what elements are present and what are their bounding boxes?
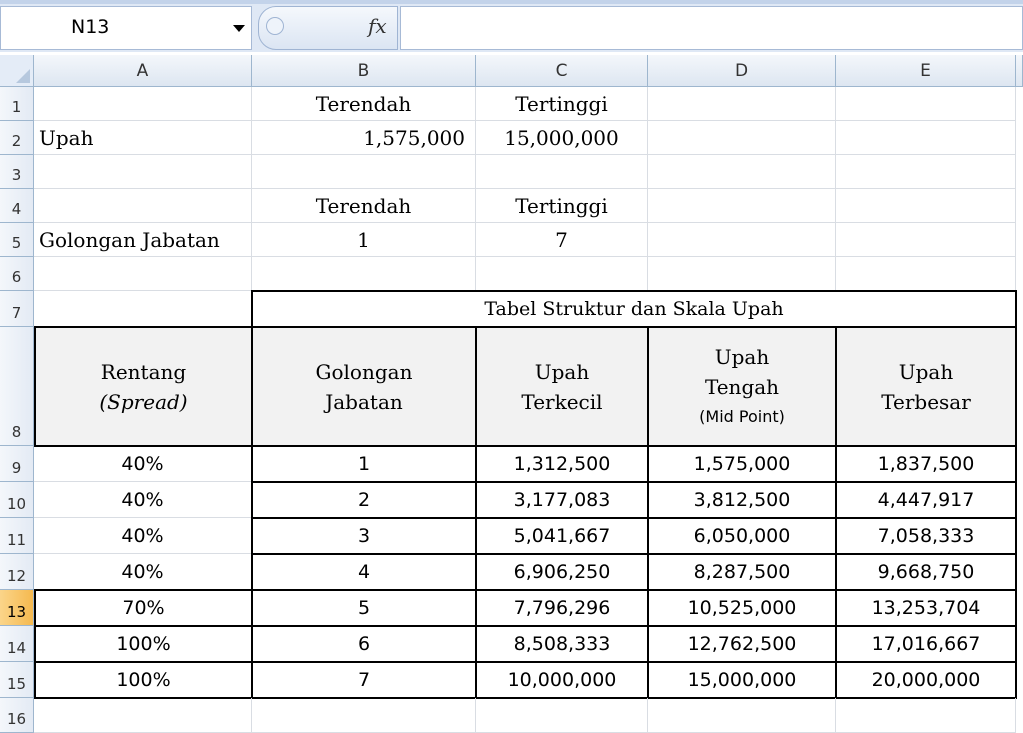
cell-a6[interactable] [34, 257, 252, 291]
table-row-3-terbesar[interactable]: 7,058,333 [835, 517, 1017, 555]
cell-a16[interactable] [34, 698, 252, 733]
cell-c5[interactable]: 7 [476, 223, 648, 257]
table-row-6-terbesar[interactable]: 17,016,667 [835, 625, 1017, 663]
row-header-12[interactable]: 12 [0, 554, 34, 590]
cell-c3[interactable] [476, 155, 648, 189]
cell-a7[interactable] [34, 291, 252, 327]
header-rentang-line1: Rentang [100, 359, 187, 384]
cell-d2[interactable] [648, 121, 836, 155]
header-terkecil-line2: Terkecil [521, 389, 603, 414]
row-header-5[interactable]: 5 [0, 223, 34, 257]
worksheet-grid [0, 55, 1023, 733]
row-header-15[interactable]: 15 [0, 662, 34, 698]
header-tengah-line2: Tengah [704, 374, 780, 399]
table-row-2-tengah[interactable]: 3,812,500 [647, 481, 837, 519]
cell-d6[interactable] [648, 257, 836, 291]
formula-controls [258, 6, 400, 50]
cell-e3[interactable] [836, 155, 1016, 189]
table-row-7-golongan[interactable]: 7 [251, 661, 477, 699]
table-row-2-golongan[interactable]: 2 [251, 481, 477, 519]
header-terkecil[interactable] [475, 326, 649, 447]
cell-e6[interactable] [836, 257, 1016, 291]
cell-e5[interactable] [836, 223, 1016, 257]
cell-e16[interactable] [836, 698, 1016, 733]
cell-a1[interactable] [34, 87, 252, 121]
formula-input[interactable] [400, 6, 1023, 50]
row-header-4[interactable]: 4 [0, 189, 34, 223]
table-row-7-spread[interactable]: 100% [34, 661, 253, 699]
cell-a3[interactable] [34, 155, 252, 189]
table-row-6-terkecil[interactable]: 8,508,333 [475, 625, 649, 663]
table-row-5-spread[interactable]: 70% [34, 589, 253, 627]
table-row-1-golongan[interactable]: 1 [251, 445, 477, 483]
table-row-4-spread[interactable]: 40% [34, 554, 252, 590]
cell-c4[interactable]: Tertinggi [476, 189, 648, 223]
table-row-5-terbesar[interactable]: 13,253,704 [835, 589, 1017, 627]
table-row-6-spread[interactable]: 100% [34, 625, 253, 663]
name-box-value: N13 [71, 16, 110, 38]
row-header-10[interactable]: 10 [0, 482, 34, 518]
cell-b2[interactable]: 1,575,000 [252, 121, 476, 155]
row-header-13[interactable]: 13 [0, 590, 34, 626]
cell-a4[interactable] [34, 189, 252, 223]
cell-b6[interactable] [252, 257, 476, 291]
table-row-3-spread[interactable]: 40% [34, 518, 252, 554]
cell-b5[interactable]: 1 [252, 223, 476, 257]
column-header-e[interactable]: E [836, 55, 1016, 87]
cell-e4[interactable] [836, 189, 1016, 223]
cell-e2[interactable] [836, 121, 1016, 155]
column-header-d[interactable]: D [648, 55, 836, 87]
table-row-7-terbesar[interactable]: 20,000,000 [835, 661, 1017, 699]
table-row-7-tengah[interactable]: 15,000,000 [647, 661, 837, 699]
header-golongan-line2: Jabatan [325, 389, 403, 414]
cell-b4[interactable]: Terendah [252, 189, 476, 223]
cell-b1[interactable]: Terendah [252, 87, 476, 121]
column-header-b[interactable]: B [252, 55, 476, 87]
header-terbesar-line1: Upah [898, 359, 954, 384]
cell-d5[interactable] [648, 223, 836, 257]
table-row-5-terkecil[interactable]: 7,796,296 [475, 589, 649, 627]
header-tengah[interactable] [647, 326, 837, 447]
table-row-4-tengah[interactable]: 8,287,500 [647, 553, 837, 591]
row-header-8[interactable]: 8 [0, 327, 34, 446]
table-row-1-spread[interactable]: 40% [34, 446, 252, 482]
row-header-16[interactable]: 16 [0, 698, 34, 733]
table-row-1-tengah[interactable]: 1,575,000 [647, 445, 837, 483]
table-row-4-terkecil[interactable]: 6,906,250 [475, 553, 649, 591]
table-row-5-golongan[interactable]: 5 [251, 589, 477, 627]
table-title[interactable]: Tabel Struktur dan Skala Upah [251, 290, 1017, 328]
row-header-1[interactable]: 1 [0, 87, 34, 121]
select-all-triangle-icon [16, 69, 30, 83]
table-row-2-spread[interactable]: 40% [34, 482, 252, 518]
cell-c6[interactable] [476, 257, 648, 291]
cell-d3[interactable] [648, 155, 836, 189]
header-golongan[interactable] [251, 326, 477, 447]
name-box[interactable] [0, 6, 252, 50]
row-header-3[interactable]: 3 [0, 155, 34, 189]
header-terbesar-line2: Terbesar [881, 389, 971, 414]
header-golongan-line1: Golongan [315, 359, 413, 384]
table-row-6-tengah[interactable]: 12,762,500 [647, 625, 837, 663]
ribbon-edge [0, 0, 1023, 4]
header-tengah-line3: (Mid Point) [699, 406, 785, 426]
cell-c16[interactable] [476, 698, 648, 733]
row-header-6[interactable]: 6 [0, 257, 34, 291]
table-row-1-terbesar[interactable]: 1,837,500 [835, 445, 1017, 483]
expand-circle-icon[interactable] [266, 17, 284, 35]
cell-e1[interactable] [836, 87, 1016, 121]
insert-function-icon[interactable]: fx [368, 14, 387, 38]
table-row-4-terbesar[interactable]: 9,668,750 [835, 553, 1017, 591]
row-header-11[interactable]: 11 [0, 518, 34, 554]
cell-d16[interactable] [648, 698, 836, 733]
cell-a2[interactable]: Upah [34, 121, 252, 155]
cell-c1[interactable]: Tertinggi [476, 87, 648, 121]
cell-b3[interactable] [252, 155, 476, 189]
column-header-a[interactable]: A [34, 55, 252, 87]
table-row-2-terkecil[interactable]: 3,177,083 [475, 481, 649, 519]
header-rentang-line2: (Spread) [99, 389, 188, 414]
table-row-7-terkecil[interactable]: 10,000,000 [475, 661, 649, 699]
table-row-3-terkecil[interactable]: 5,041,667 [475, 517, 649, 555]
header-rentang[interactable] [34, 326, 253, 447]
row-header-7[interactable]: 7 [0, 291, 34, 327]
header-terkecil-line1: Upah [534, 359, 590, 384]
cell-c2[interactable]: 15,000,000 [476, 121, 648, 155]
row-header-2[interactable]: 2 [0, 121, 34, 155]
table-row-5-tengah[interactable]: 10,525,000 [647, 589, 837, 627]
table-row-6-golongan[interactable]: 6 [251, 625, 477, 663]
cell-d1[interactable] [648, 87, 836, 121]
table-row-4-golongan[interactable]: 4 [251, 553, 477, 591]
table-row-1-terkecil[interactable]: 1,312,500 [475, 445, 649, 483]
table-row-3-tengah[interactable]: 6,050,000 [647, 517, 837, 555]
cell-a5[interactable]: Golongan Jabatan [34, 223, 252, 257]
header-terbesar[interactable] [835, 326, 1017, 447]
formula-bar [0, 0, 1023, 52]
row-header-14[interactable]: 14 [0, 626, 34, 662]
column-header-f[interactable] [1016, 55, 1023, 87]
select-all-button[interactable] [0, 55, 34, 87]
name-box-dropdown-icon[interactable] [233, 25, 245, 32]
table-row-2-terbesar[interactable]: 4,447,917 [835, 481, 1017, 519]
cell-b16[interactable] [252, 698, 476, 733]
header-tengah-line1: Upah [714, 344, 770, 369]
column-header-c[interactable]: C [476, 55, 648, 87]
table-row-3-golongan[interactable]: 3 [251, 517, 477, 555]
row-header-9[interactable]: 9 [0, 446, 34, 482]
cell-d4[interactable] [648, 189, 836, 223]
